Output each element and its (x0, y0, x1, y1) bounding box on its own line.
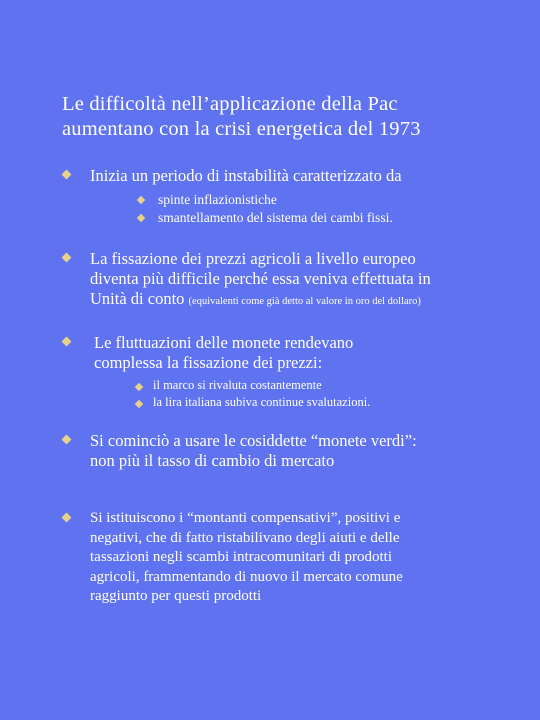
bullet-2-line-3-main: Unità di conto (90, 289, 189, 308)
diamond-bullet-icon (62, 170, 72, 180)
bullet-3-line-2: complessa la fissazione dei prezzi: (94, 353, 323, 372)
bullet-2-text (90, 249, 520, 312)
diamond-bullet-icon (62, 253, 72, 263)
title-line-2: aumentano con la crisi energetica del 1973 (62, 118, 421, 140)
bullet-5-text (90, 509, 520, 607)
bullet-2-line-1: La fissazione dei prezzi agricoli a livello europeo (90, 249, 416, 268)
bullet-4-line-1: Si cominciò a usare le cosiddette “monete verdi”: (90, 431, 417, 450)
bullet-2-line-3 (90, 289, 520, 312)
bullet-5-line-3: tassazioni negli scambi intracomunitari di prodotti (90, 549, 393, 565)
diamond-bullet-icon (62, 435, 72, 445)
bullet-5-line-2: negativi, che di fatto ristabilivano degli aiuti e delle (90, 529, 400, 546)
sub-bullet-3-2: la lira italiana subiva continue svalutazioni. (153, 395, 371, 409)
diamond-bullet-icon (137, 214, 145, 222)
diamond-bullet-icon (62, 337, 72, 347)
title-line-1: Le difficoltà nell’applicazione della Pac (62, 93, 398, 115)
diamond-bullet-icon (137, 196, 145, 204)
sub-bullet-3-1: il marco si rivaluta costantemente (153, 378, 322, 392)
slide-title (62, 92, 522, 142)
bullet-4-text (90, 431, 520, 471)
diamond-bullet-icon (135, 383, 143, 391)
sub-bullet-1-1: spinte inflazionistiche (158, 192, 277, 207)
bullet-4-line-2: non più il tasso di cambio di mercato (90, 451, 335, 470)
bullet-1-text: Inizia un periodo di instabilità caratterizzato da (90, 166, 402, 185)
bullet-5-line-4: agricoli, frammentando di nuovo il mercato comune (90, 568, 403, 585)
bullet-3-text (94, 333, 524, 373)
sub-bullet-1-2: smantellamento del sistema dei cambi fissi. (158, 210, 393, 225)
diamond-bullet-icon (135, 400, 143, 408)
bullet-2-line-2: diventa più difficile perché essa veniva effettuata in (90, 269, 431, 288)
diamond-bullet-icon (62, 513, 72, 523)
bullet-5-line-5: raggiunto per questi prodotti (90, 588, 262, 604)
bullet-2-line-3-note: (equivalenti come già detto al valore in oro del dollaro) (188, 296, 421, 307)
bullet-3-line-1: Le fluttuazioni delle monete rendevano (94, 333, 354, 352)
bullet-5-line-1: Si istituiscono i “montanti compensativi”, positivi e (90, 510, 401, 526)
